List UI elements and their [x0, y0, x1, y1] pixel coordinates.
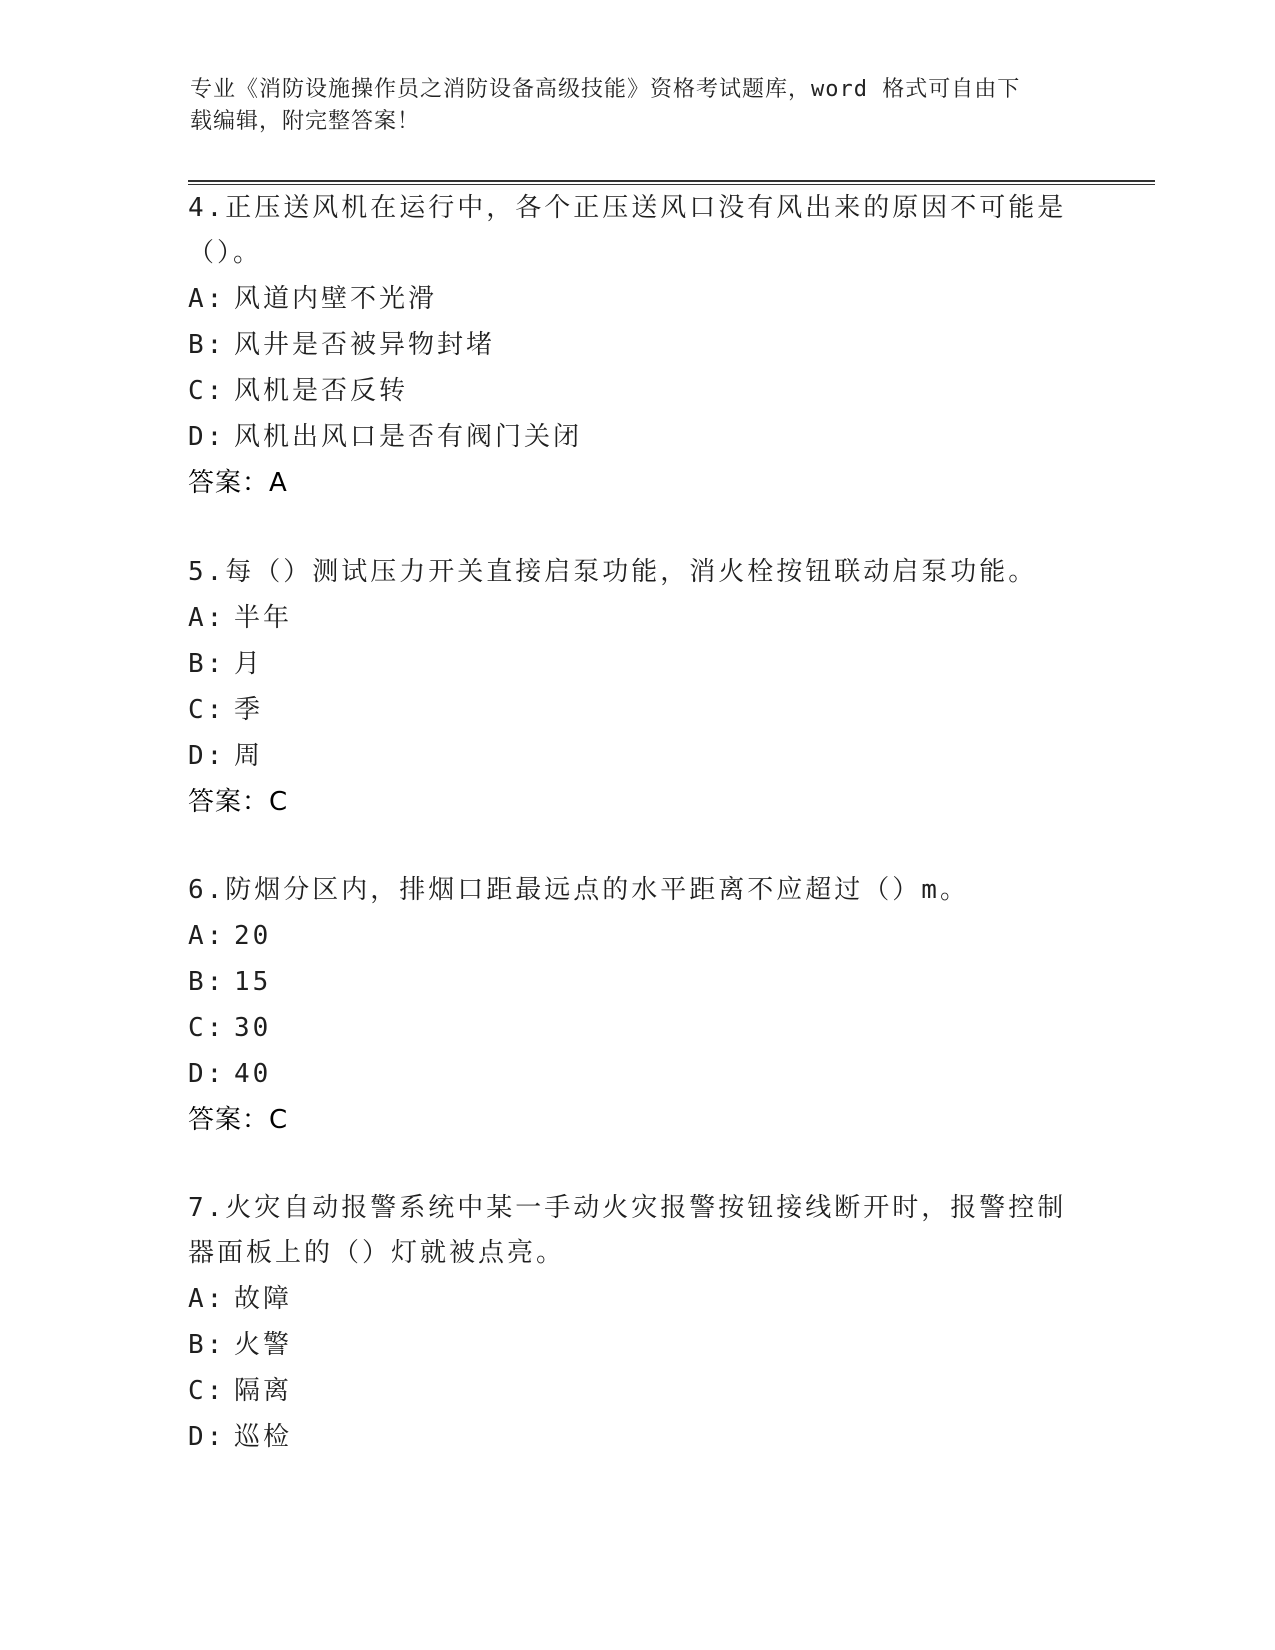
question-7 — [188, 1186, 1088, 1460]
option-c — [188, 1005, 1088, 1051]
question-stem-line-2: （）。 — [188, 238, 263, 268]
header-divider-thick — [188, 180, 1155, 182]
answer-text: 答案：C — [188, 1105, 289, 1135]
question-stem-line-1: 6.防烟分区内，排烟口距最远点的水平距离不应超过（）m。 — [188, 875, 969, 905]
option-b — [188, 959, 1088, 1005]
option-letter: A: — [188, 921, 226, 951]
option-text: 季 — [234, 695, 264, 725]
answer-text: 答案：A — [188, 468, 288, 498]
option-letter: C: — [188, 1013, 226, 1043]
option-c — [188, 1368, 1088, 1414]
question-stem-line-1: 5.每（）测试压力开关直接启泵功能，消火栓按钮联动启泵功能。 — [188, 557, 1038, 587]
option-c — [188, 368, 1088, 414]
option-text: 风机出风口是否有阀门关闭 — [234, 422, 583, 452]
option-letter: D: — [188, 1059, 226, 1089]
option-a — [188, 276, 1088, 322]
option-d — [188, 1414, 1088, 1460]
option-text: 月 — [234, 649, 264, 679]
option-letter: B: — [188, 330, 226, 360]
option-text: 火警 — [234, 1330, 293, 1360]
option-letter: C: — [188, 695, 226, 725]
option-letter: D: — [188, 1422, 226, 1452]
option-text: 故障 — [234, 1284, 293, 1314]
option-letter: A: — [188, 284, 226, 314]
question-6 — [188, 868, 1088, 1143]
option-letter: A: — [188, 603, 226, 633]
answer-text: 答案：C — [188, 787, 289, 817]
option-text: 周 — [234, 741, 264, 771]
option-letter: C: — [188, 1376, 226, 1406]
question-5 — [188, 550, 1088, 825]
option-a — [188, 1276, 1088, 1322]
option-text: 风井是否被异物封堵 — [234, 330, 496, 360]
option-b — [188, 1322, 1088, 1368]
option-d — [188, 733, 1088, 779]
option-letter: D: — [188, 741, 226, 771]
option-text: 隔离 — [234, 1376, 293, 1406]
option-letter: B: — [188, 649, 226, 679]
option-letter: C: — [188, 376, 226, 406]
option-c — [188, 687, 1088, 733]
option-a — [188, 595, 1088, 641]
question-stem-line-1: 7.火灾自动报警系统中某一手动火灾报警按钮接线断开时，报警控制 — [188, 1193, 1067, 1223]
option-b — [188, 641, 1088, 687]
header-line-1: 专业《消防设施操作员之消防设备高级技能》资格考试题库，word 格式可自由下 — [190, 77, 1021, 102]
document-header — [190, 74, 1090, 138]
option-text: 15 — [234, 967, 272, 997]
option-a — [188, 913, 1088, 959]
option-text: 风道内壁不光滑 — [234, 284, 438, 314]
question-stem-line-1: 4.正压送风机在运行中，各个正压送风口没有风出来的原因不可能是 — [188, 193, 1067, 223]
option-letter: D: — [188, 422, 226, 452]
option-b — [188, 322, 1088, 368]
option-text: 风机是否反转 — [234, 376, 409, 406]
option-text: 半年 — [234, 603, 293, 633]
option-text: 20 — [234, 921, 272, 951]
option-text: 40 — [234, 1059, 272, 1089]
option-d — [188, 1051, 1088, 1097]
option-text: 巡检 — [234, 1422, 293, 1452]
option-letter: B: — [188, 1330, 226, 1360]
header-line-2: 载编辑，附完整答案！ — [190, 109, 421, 134]
option-letter: A: — [188, 1284, 226, 1314]
question-4 — [188, 186, 1088, 506]
option-letter: B: — [188, 967, 226, 997]
option-d — [188, 414, 1088, 460]
header-divider-thin — [188, 184, 1155, 185]
question-stem-line-2: 器面板上的（）灯就被点亮。 — [188, 1238, 566, 1268]
option-text: 30 — [234, 1013, 272, 1043]
